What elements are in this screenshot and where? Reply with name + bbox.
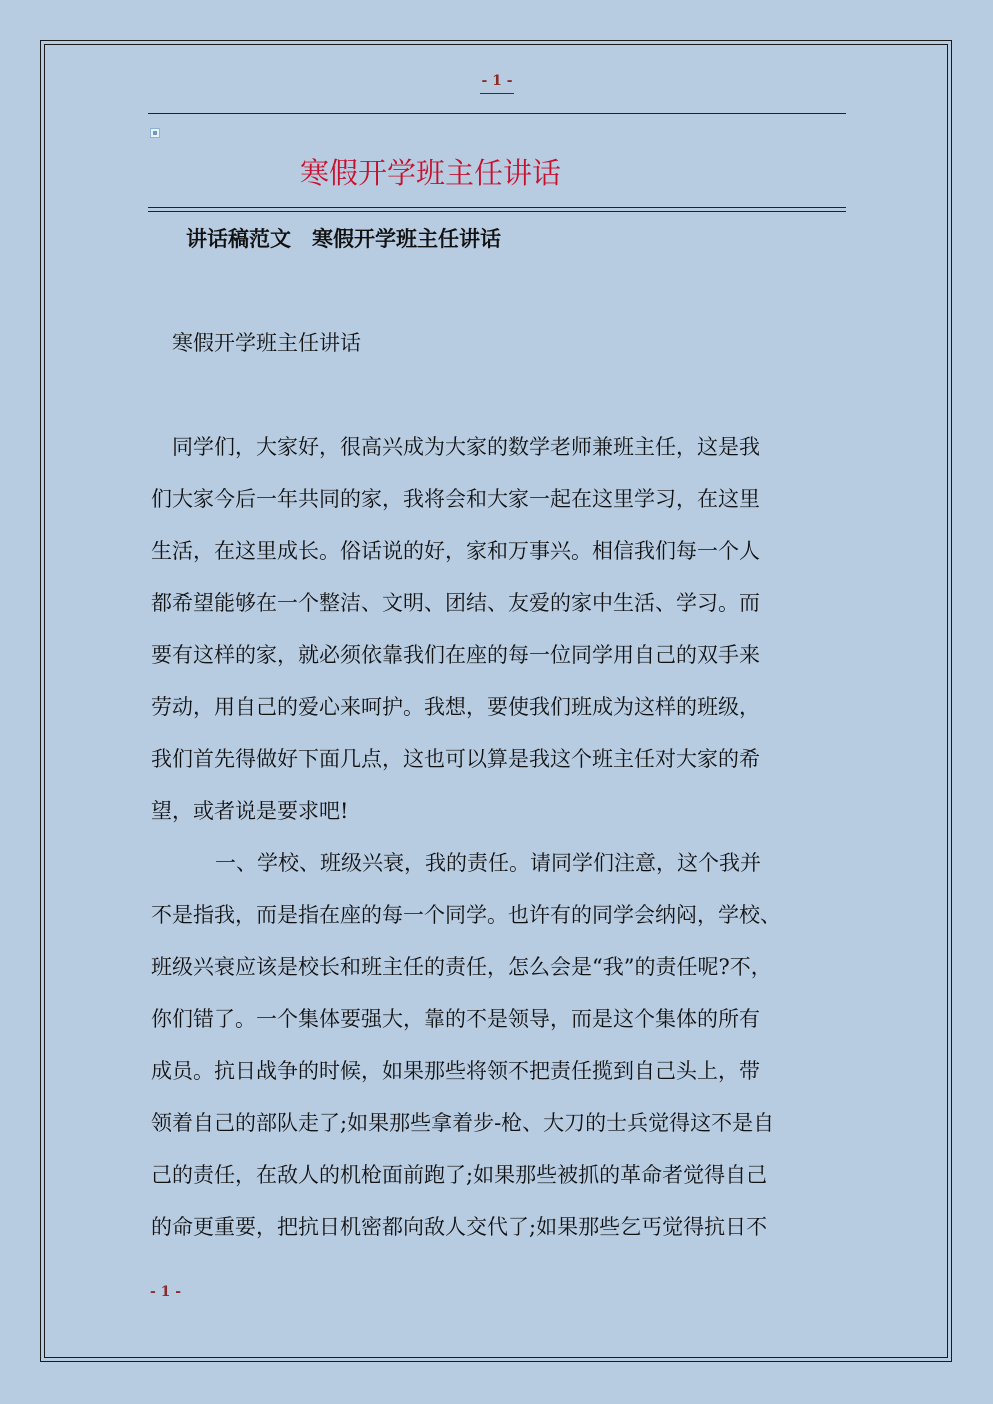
title-rule-bottom bbox=[148, 211, 846, 212]
header-rule bbox=[148, 113, 846, 114]
document-subtitle: 讲话稿范文 寒假开学班主任讲话 bbox=[186, 226, 501, 251]
body-line: 要有这样的家，就必须依靠我们在座的每一位同学用自己的双手来 bbox=[151, 643, 760, 667]
header-page-number-underline bbox=[480, 93, 514, 94]
document-title: 寒假开学班主任讲话 bbox=[300, 156, 562, 190]
body-line: 同学们，大家好，很高兴成为大家的数学老师兼班主任，这是我 bbox=[172, 435, 760, 459]
body-line: 生活，在这里成长。俗话说的好，家和万事兴。相信我们每一个人 bbox=[151, 539, 760, 563]
document-icon bbox=[150, 128, 160, 138]
body-line: 望，或者说是要求吧! bbox=[151, 799, 349, 823]
body-line: 我们首先得做好下面几点，这也可以算是我这个班主任对大家的希 bbox=[151, 747, 760, 771]
body-line: 己的责任，在敌人的机枪面前跑了;如果那些被抓的革命者觉得自己 bbox=[151, 1163, 768, 1187]
title-rule-top bbox=[148, 207, 846, 208]
header-page-number: - 1 - bbox=[481, 73, 513, 89]
section-heading: 寒假开学班主任讲话 bbox=[172, 331, 361, 355]
footer-page-number: - 1 - bbox=[150, 1284, 182, 1300]
body-line: 们大家今后一年共同的家，我将会和大家一起在这里学习，在这里 bbox=[151, 487, 760, 511]
body-line: 的命更重要，把抗日机密都向敌人交代了;如果那些乞丐觉得抗日不 bbox=[151, 1215, 768, 1239]
body-line: 不是指我，而是指在座的每一个同学。也许有的同学会纳闷，学校、 bbox=[151, 903, 781, 927]
body-line: 成员。抗日战争的时候，如果那些将领不把责任揽到自己头上，带 bbox=[151, 1059, 760, 1083]
body-line: 班级兴衰应该是校长和班主任的责任，怎么会是“我”的责任呢?不， bbox=[151, 955, 772, 979]
body-line: 劳动，用自己的爱心来呵护。我想，要使我们班成为这样的班级， bbox=[151, 695, 760, 719]
body-line: 你们错了。一个集体要强大，靠的不是领导，而是这个集体的所有 bbox=[151, 1007, 760, 1031]
body-line: 一、学校、班级兴衰，我的责任。请同学们注意，这个我并 bbox=[215, 851, 761, 875]
body-line: 领着自己的部队走了;如果那些拿着步-枪、大刀的士兵觉得这不是自 bbox=[151, 1111, 775, 1135]
body-line: 都希望能够在一个整洁、文明、团结、友爱的家中生活、学习。而 bbox=[151, 591, 760, 615]
